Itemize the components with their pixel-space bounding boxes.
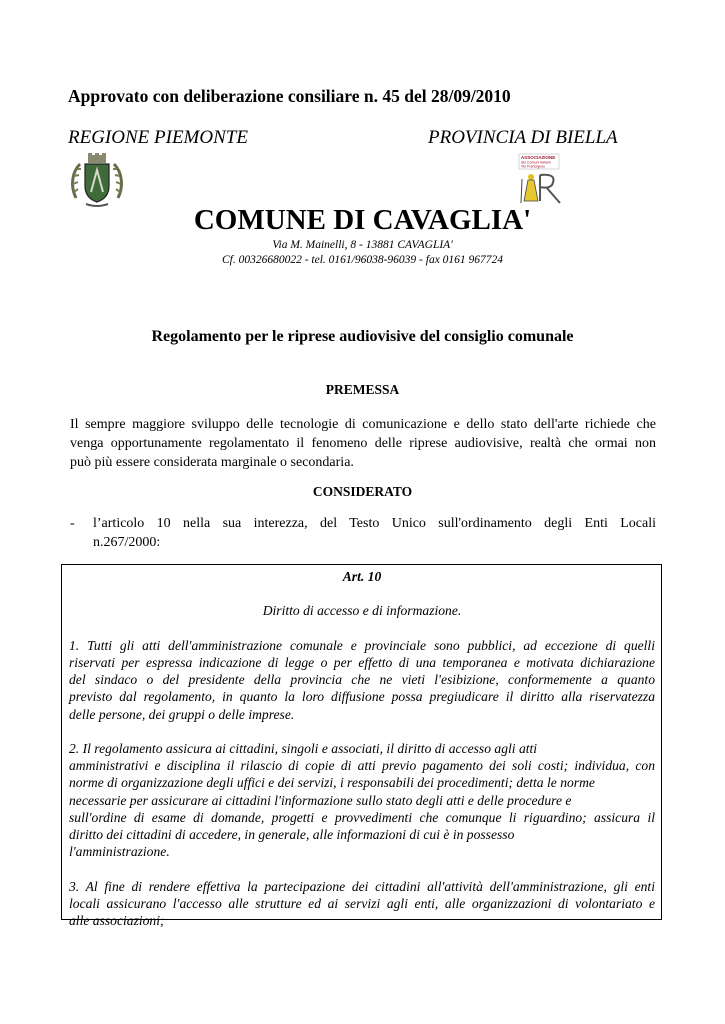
assoc-logo-line2: dei Comuni Italiani xyxy=(521,160,551,165)
article-line: norme di organizzazione degli uffici e dei servizi, i responsabili dei procedimenti; detta le norme xyxy=(69,775,595,791)
article-line: diritto dei cittadini di accedere, in generale, alle informazioni di cui è in possesso xyxy=(69,827,515,842)
premessa-line: venga opportunamente regolamentato il fenomeno delle riprese audiovisive, realtà che ormai non xyxy=(70,436,656,451)
article-number: Art. 10 xyxy=(342,569,382,584)
article-paragraph-2 xyxy=(69,740,655,860)
province-label: PROVINCIA DI BIELLA xyxy=(428,127,618,148)
assoc-logo-line3: Vie Francigene xyxy=(521,164,546,169)
premessa-paragraph xyxy=(70,415,656,472)
article-title: Diritto di accesso e di informazione. xyxy=(262,603,462,619)
article-line: del sindaco o del presidente della provincia che ne vieti l'esibizione, conformemente a quanto xyxy=(69,672,655,688)
considerato-bullet-item xyxy=(70,514,656,552)
article-line: necessarie per assicurare ai cittadini l'informazione sullo stato degli atti e delle procedure e xyxy=(69,792,572,808)
article-line: previsto dal regolamento, in quanto la loro diffusione possa pregiudicare il diritto alla riservatezza xyxy=(69,689,655,705)
article-paragraph-3 xyxy=(69,878,655,930)
article-line: riservati per espressa indicazione di legge o per effetto di una temporanea e motivata dichiarazione xyxy=(69,654,655,670)
approval-note: Approvato con deliberazione consiliare n. 45 del 28/09/2010 xyxy=(68,86,511,106)
article-line: delle persone, dei gruppi o delle imprese. xyxy=(69,706,295,722)
premessa-line: Il sempre maggiore sviluppo delle tecnologie di comunicazione e dello stato dell'arte richiede che xyxy=(70,417,656,432)
considerato-line: n.267/2000: xyxy=(93,535,161,550)
article-line: 3. Al fine di rendere effettiva la partecipazione dei cittadini all'attività dell'amministrazione, gli enti xyxy=(69,878,655,894)
municipal-crest-icon xyxy=(68,152,126,210)
article-line: l'amministrazione. xyxy=(69,844,170,860)
article-line: alle associazioni; xyxy=(69,913,165,928)
municipality-address: Via M. Mainelli, 8 - 13881 CAVAGLIA' xyxy=(272,239,453,251)
article-quote-box xyxy=(61,564,662,928)
considerato-heading: CONSIDERATO xyxy=(312,484,413,499)
regulation-title: Regolamento per le riprese audiovisive del consiglio comunale xyxy=(151,328,574,345)
article-paragraph-1 xyxy=(69,637,655,723)
premessa-heading: PREMESSA xyxy=(325,382,400,397)
municipality-contacts: Cf. 00326680022 - tel. 0161/96038-96039 - fax 0161 967724 xyxy=(221,254,504,266)
region-label: REGIONE PIEMONTE xyxy=(68,127,248,148)
assoc-logo-line1: ASSOCIAZIONE xyxy=(521,155,556,160)
article-line: sull'ordine di esame di domande, progetti e provvedimenti che comunque li riguardino; assicura il xyxy=(69,809,655,825)
premessa-line: può più essere considerata marginale o secondaria. xyxy=(70,455,354,470)
article-line: 2. Il regolamento assicura ai cittadini, singoli e associati, il diritto di accesso agli atti xyxy=(69,740,538,756)
article-line: locali assicurano l'accesso alle strutture ed ai servizi agli enti, alle organizzazioni di volontariato e xyxy=(69,895,655,911)
article-line: amministrativi e disciplina il rilascio di copie di atti previo pagamento dei soli costi; individua, con xyxy=(69,758,655,774)
municipality-name: COMUNE DI CAVAGLIA' xyxy=(193,204,532,236)
considerato-line: l’articolo 10 nella sua interezza, del Testo Unico sull'ordinamento degli Enti Locali xyxy=(93,516,656,531)
article-line: 1. Tutti gli atti dell'amministrazione comunale e provinciale sono pubblici, ad eccezione di quelli xyxy=(69,637,655,653)
association-logo-icon xyxy=(518,153,568,205)
bullet-dash: - xyxy=(70,516,75,531)
